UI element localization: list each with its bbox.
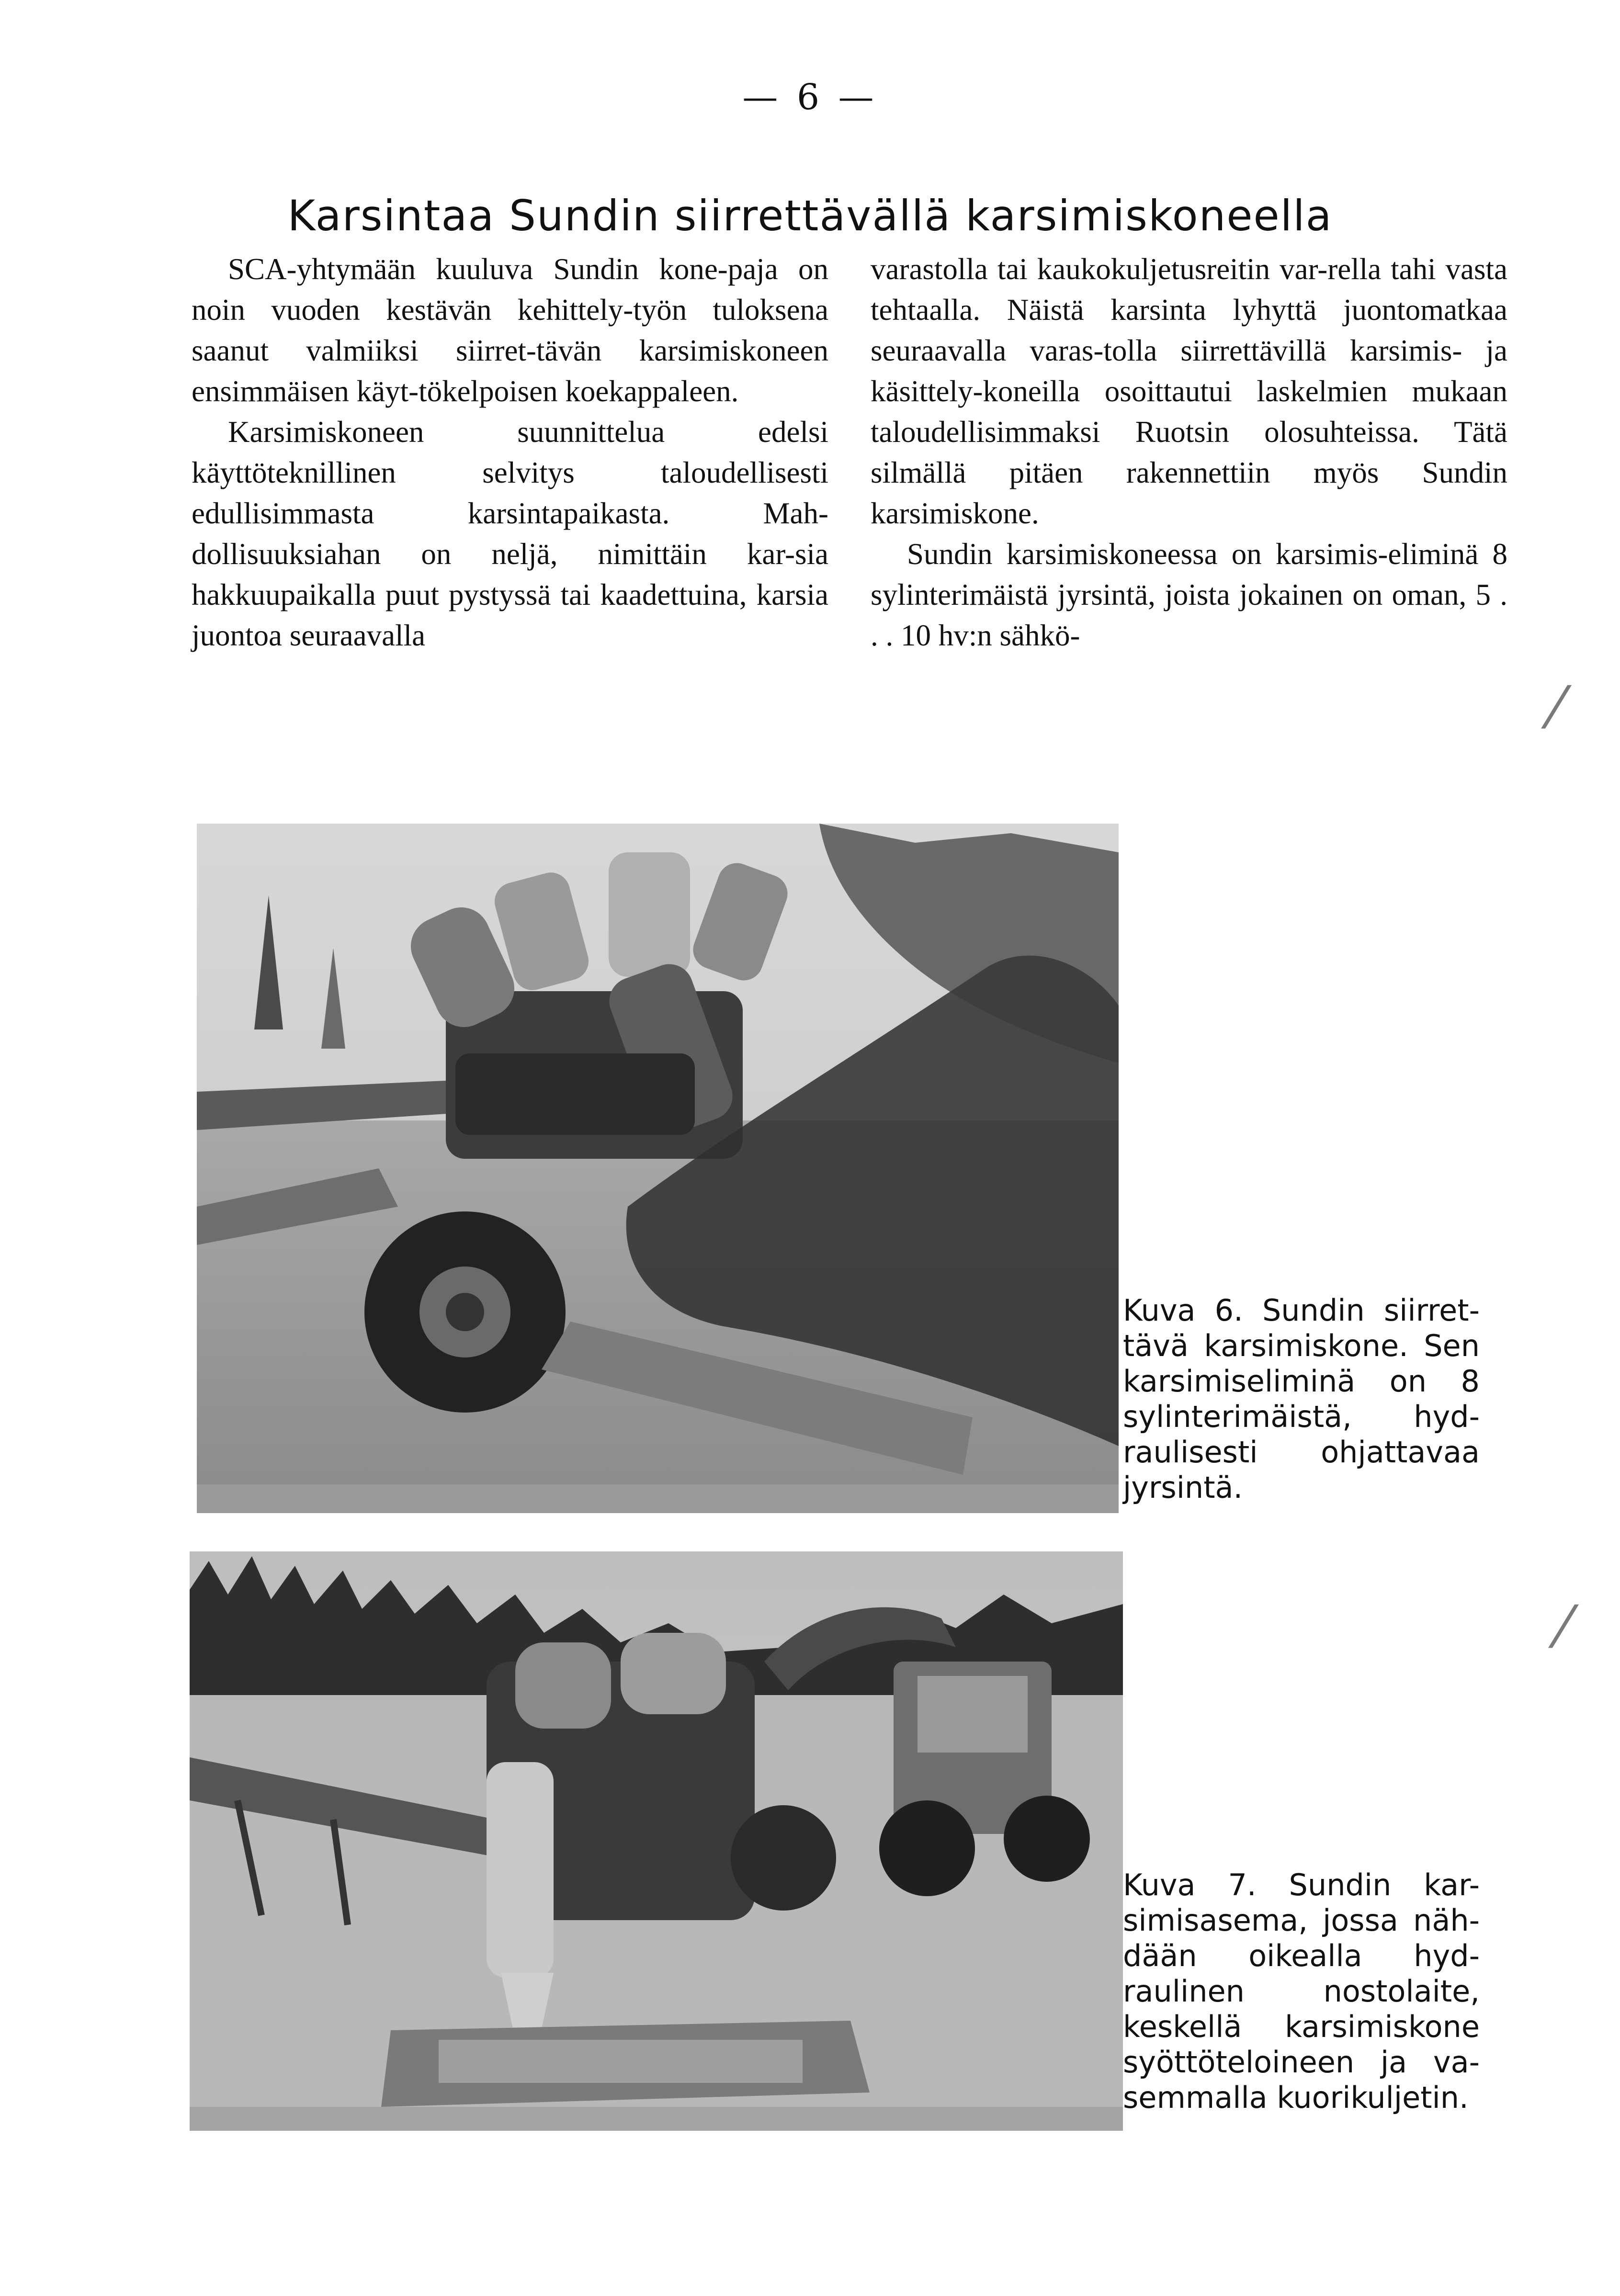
paragraph: Sundin karsimiskoneessa on karsimis-eliminä 8 sylinterimäistä jyrsintä, joista jokainen on oman, 5 . . . 10 hv:n sähkö-	[871, 537, 1507, 652]
paragraph: varastolla tai kaukokuljetusreitin var-rella tahi vasta tehtaalla. Näistä karsinta lyhyttä juontomatkaa seuraavalla varas-tolla siirrettävillä karsimis- ja käsittely-koneilla osoittautui laskelmien mukaan taloudellisimmaksi Ruotsin olosuhteissa. Tätä silmällä pitäen rakennettiin myös Sundin karsimiskone.	[871, 252, 1507, 530]
figure-6-caption: Kuva 6. Sundin siirret-tävä karsimiskone. Sen karsimiseliminä on 8 sylinterimäistä, hyd-raulisesti ohjattavaa jyrsintä.	[1123, 1293, 1480, 1505]
photo-delimbing-machine	[197, 824, 1119, 1513]
paragraph: Karsimiskoneen suunnittelua edelsi käyttöteknillinen selvitys taloudellisesti edullisimmasta karsintapaikasta. Mah-dollisuuksiahan on neljä, nimittäin kar-sia hakkuupaikalla puut pystyssä tai kaadettuina, karsia juontoa seuraavalla	[192, 415, 828, 652]
photo-6-illustration	[197, 824, 1119, 1513]
photo-7-illustration	[190, 1551, 1123, 2131]
scan-artifact: ⁄	[1559, 1595, 1569, 1661]
scan-artifact: ⁄	[1552, 675, 1562, 742]
paragraph: SCA-yhtymään kuuluva Sundin kone-paja on noin vuoden kestävän kehittely-työn tuloksena saanut valmiiksi siirret-tävän karsimiskoneen ensimmäisen käyt-tökelpoisen koekappaleen.	[192, 252, 828, 408]
photo-delimbing-station	[190, 1551, 1123, 2131]
article-right-column	[871, 249, 1507, 656]
figure-7-caption: Kuva 7. Sundin kar-simisasema, jossa näh-dään oikealla hyd-raulinen nostolaite, keskellä karsimiskone syöttöteloineen ja va-semmalla kuorikuljetin.	[1123, 1867, 1480, 2115]
page-number: — 6 —	[742, 77, 878, 118]
article-title: Karsintaa Sundin siirrettävällä karsimiskoneella	[287, 191, 1333, 240]
article-left-column	[192, 249, 828, 656]
